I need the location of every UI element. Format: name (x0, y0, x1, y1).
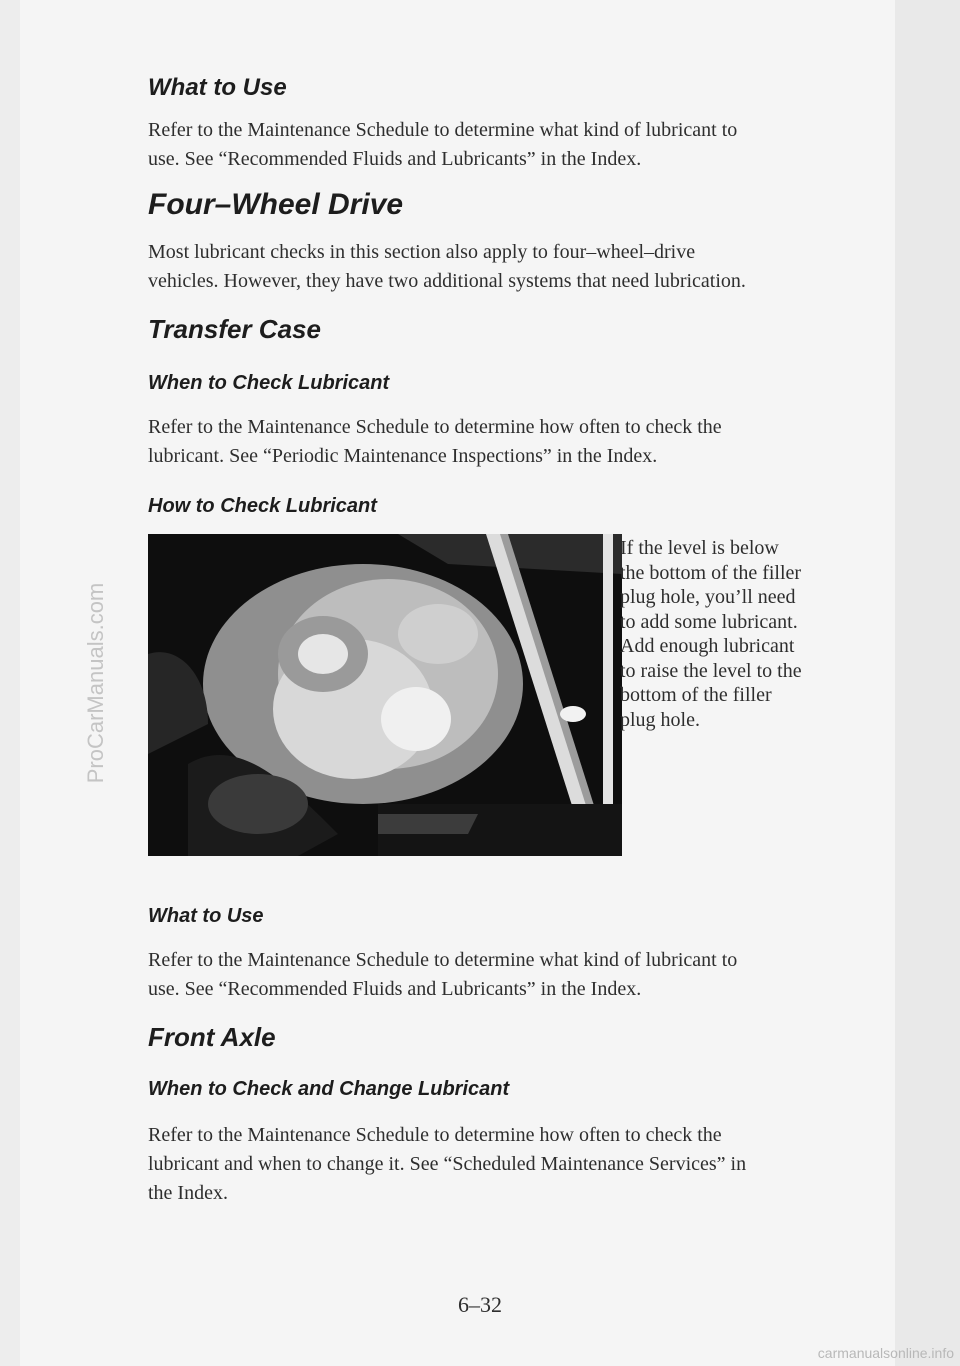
heading-transfer-case: Transfer Case (148, 314, 321, 344)
text-line: Add enough lubricant (620, 635, 795, 657)
paragraph-four-wheel-drive (148, 238, 746, 296)
paragraph-what-to-use-2 (148, 946, 737, 1004)
text-line: vehicles. However, they have two additional systems that need lubrication. (148, 270, 746, 292)
text-line: Refer to the Maintenance Schedule to determine what kind of lubricant to (148, 119, 738, 141)
text-line: to add some lubricant. (620, 610, 798, 633)
text-line: bottom of the filler (620, 684, 772, 706)
text-line: Refer to the Maintenance Schedule to determine how often to check the (148, 416, 722, 438)
text-line: the Index. (148, 1182, 228, 1204)
transfer-case-photo (148, 534, 622, 856)
text-line: use. See “Recommended Fluids and Lubricants” in the Index. (148, 978, 642, 1000)
text-line: Most lubricant checks in this section also apply to four–wheel–drive (148, 241, 696, 263)
heading-front-axle: Front Axle (148, 1022, 276, 1052)
text-line: plug hole, you’ll need (620, 586, 796, 608)
text-line: Refer to the Maintenance Schedule to determine what kind of lubricant to (148, 949, 738, 971)
paragraph-what-to-use (148, 116, 737, 174)
watermark-bottom: carmanualsonline.info (817, 1345, 954, 1361)
text-line: to raise the level to the (620, 659, 802, 682)
text-line: the bottom of the filler (620, 561, 802, 584)
watermark-side: ProCarManuals.com (83, 582, 108, 784)
paragraph-when-to-check (148, 413, 722, 471)
heading-when-to-check-change: When to Check and Change Lubricant (148, 1078, 510, 1100)
text-line: If the level is below (620, 537, 779, 559)
text-line: Refer to the Maintenance Schedule to determine how often to check the (148, 1124, 722, 1146)
heading-what-to-use-2: What to Use (148, 905, 264, 927)
text-line: lubricant. See “Periodic Maintenance Inspections” in the Index. (148, 445, 658, 467)
text-line: plug hole. (620, 708, 700, 731)
heading-how-to-check: How to Check Lubricant (148, 495, 377, 517)
heading-what-to-use: What to Use (148, 74, 287, 101)
paragraph-when-to-check-change (148, 1121, 746, 1208)
text-line: lubricant and when to change it. See “Scheduled Maintenance Services” in (148, 1153, 747, 1175)
text-line: use. See “Recommended Fluids and Lubricants” in the Index. (148, 148, 642, 170)
heading-when-to-check: When to Check Lubricant (148, 372, 390, 394)
page-number: 6–32 (458, 1292, 502, 1317)
paragraph-how-to-check (620, 536, 870, 732)
page-margin (895, 0, 960, 1366)
heading-four-wheel-drive: Four–Wheel Drive (148, 188, 404, 221)
